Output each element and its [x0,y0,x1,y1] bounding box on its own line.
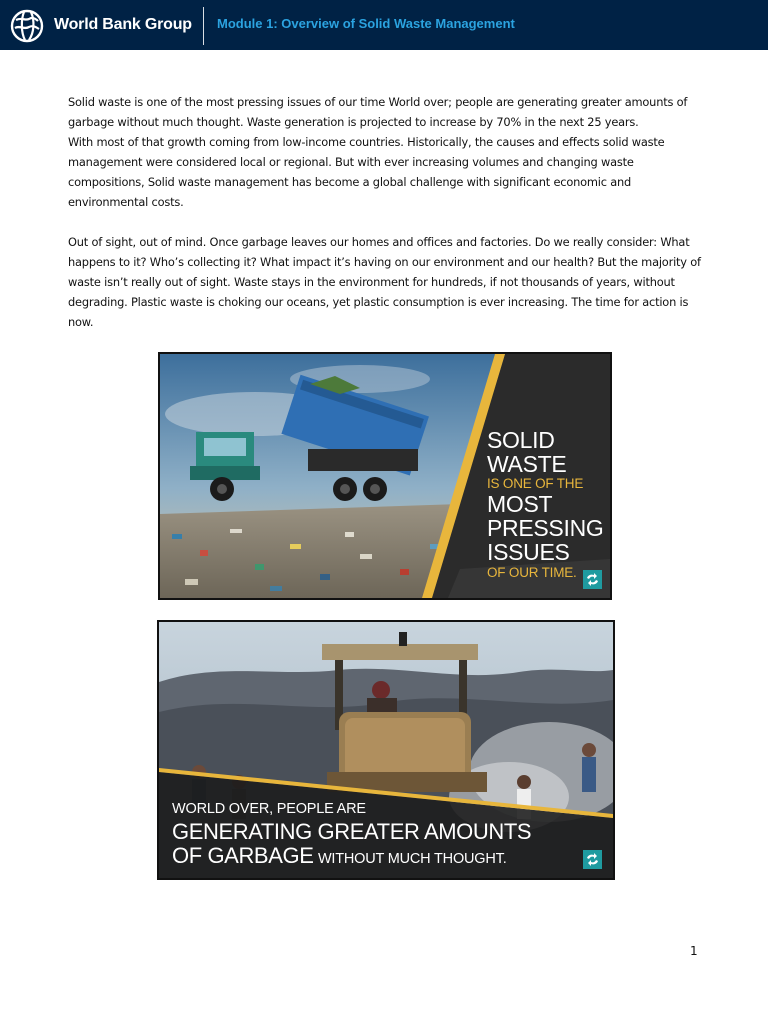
paragraph-intro [68,92,704,212]
caption-generating: GENERATING GREATER AMOUNTS [172,818,532,844]
figure1-caption [487,429,603,579]
module-title: Module 1: Overview of Solid Waste Management [217,16,515,31]
caption-waste: WASTE [487,451,567,477]
figure-solid-waste-truck [158,352,612,600]
header-divider [203,7,204,45]
recycle-icon [583,850,602,869]
page-number: 1 [690,944,698,958]
recycle-icon [583,570,602,589]
brand-name: World Bank Group [54,16,192,33]
globe-icon [10,9,44,43]
header-bar [0,0,768,50]
caption-of-our-time: OF OUR TIME. [487,564,577,580]
caption-of-garbage: OF GARBAGE [172,842,314,868]
paragraph-out-of-sight: Out of sight, out of mind. Once garbage leaves our homes and offices and factories. Do we really consider: What happens to it? Who’s collecting it? What impact it’s having on our environment and our health? But the majority of waste isn’t really out of sight. Waste stays in the environment for hundreds, if not thousands of years, without degrading. Plastic waste is choking our oceans, yet plastic consumption is ever increasing. The time for action is now. [68,235,701,329]
caption-world-over: WORLD OVER, PEOPLE ARE [172,801,366,817]
caption-is-one-of-the: IS ONE OF THE [487,476,584,491]
paragraph-intro-sentence-1: Solid waste is one of the most pressing issues of our time World over; people are generating greater amounts of garbage without much thought. Waste generation is projected to increase by 70% in the next 25 years. [68,95,688,129]
figure2-caption [172,802,531,867]
caption-most: MOST [487,490,553,517]
caption-issues: ISSUES [487,538,570,565]
caption-solid: SOLID [487,427,555,453]
document-body [68,92,704,352]
paragraph-intro-sentence-2: With most of that growth coming from low-income countries. Historically, the causes and effects solid waste management were considered local or regional. But with ever increasing volumes and changing waste compositions, Solid waste management has become a global challenge with significant economic and environmental costs. [68,135,665,209]
caption-without-much-thought: WITHOUT MUCH THOUGHT. [317,850,507,867]
figure-landfill-bulldozer [157,620,615,880]
caption-pressing: PRESSING [487,514,604,541]
